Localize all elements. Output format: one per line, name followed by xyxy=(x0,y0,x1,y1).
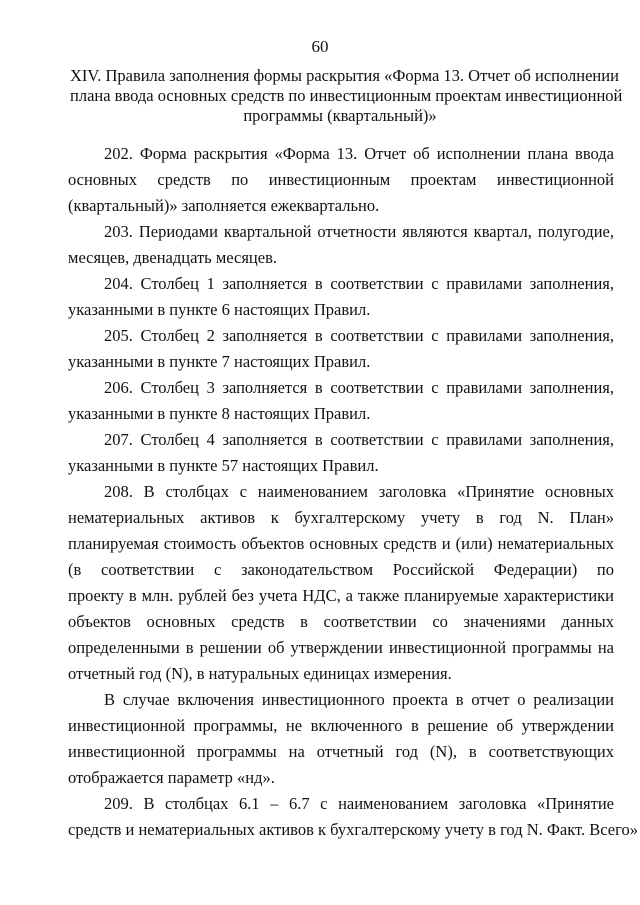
paragraph-line: (квартальный)» заполняется ежеквартально. xyxy=(68,196,380,215)
paragraph-line: 207. Столбец 4 заполняется в соответствии с правилами заполнения, xyxy=(104,430,614,449)
paragraph xyxy=(68,219,614,271)
heading-line: программы (квартальный)» xyxy=(243,106,437,125)
paragraph-line: указанными в пункте 6 настоящих Правил. xyxy=(68,300,371,319)
heading-line: плана ввода основных средств по инвестиционным проектам инвестиционной xyxy=(70,86,623,105)
paragraph-line: нематериальных активов к бухгалтерскому учету в год N. План» xyxy=(68,508,614,527)
paragraph-line: отчетный год (N), в натуральных единицах измерения. xyxy=(68,664,452,683)
paragraph-line: инвестиционной программы на отчетный год (N), в соответствующих xyxy=(68,742,614,761)
paragraph-line: месяцев, двенадцать месяцев. xyxy=(68,248,277,267)
paragraph-line: 209. В столбцах 6.1 – 6.7 с наименованием заголовка «Принятие xyxy=(104,794,614,813)
paragraph-line: В случае включения инвестиционного проекта в отчет о реализации xyxy=(104,690,614,709)
paragraph-line: указанными в пункте 8 настоящих Правил. xyxy=(68,404,371,423)
paragraph-line: инвестиционной программы, не включенного в решение об утверждении xyxy=(68,716,614,735)
paragraph-line: указанными в пункте 57 настоящих Правил. xyxy=(68,456,379,475)
paragraph-line: указанными в пункте 7 настоящих Правил. xyxy=(68,352,371,371)
paragraph-line: объектов основных средств в соответствии со значениями данных xyxy=(68,612,614,631)
paragraph-line: основных средств по инвестиционным проектам инвестиционной xyxy=(68,170,614,189)
paragraph-line: 206. Столбец 3 заполняется в соответствии с правилами заполнения, xyxy=(104,378,614,397)
paragraph-line: средств и нематериальных активов к бухгалтерскому учету в год N. Факт. Всего» xyxy=(68,820,638,839)
section-heading xyxy=(70,66,623,126)
paragraph xyxy=(68,427,614,479)
document-body xyxy=(68,141,638,843)
paragraph xyxy=(68,479,614,687)
paragraph-line: 204. Столбец 1 заполняется в соответствии с правилами заполнения, xyxy=(104,274,614,293)
paragraph xyxy=(68,791,638,843)
paragraph-line: проекту в млн. рублей без учета НДС, а также планируемые характеристики xyxy=(68,586,614,605)
paragraph-line: определенными в решении об утверждении инвестиционной программы на xyxy=(68,638,614,657)
paragraph-line: 202. Форма раскрытия «Форма 13. Отчет об исполнении плана ввода xyxy=(104,144,614,163)
paragraph xyxy=(68,375,614,427)
page-number: 60 xyxy=(311,37,329,56)
paragraph-line: планируемая стоимость объектов основных средств и (или) нематериальных xyxy=(68,534,614,553)
paragraph-line: отображается параметр «нд». xyxy=(68,768,275,787)
heading-line: XIV. Правила заполнения формы раскрытия «Форма 13. Отчет об исполнении xyxy=(70,66,619,85)
paragraph xyxy=(68,323,614,375)
paragraph-line: (в соответствии с законодательством Российской Федерации) по xyxy=(68,560,614,579)
paragraph xyxy=(68,687,614,791)
paragraph xyxy=(68,271,614,323)
paragraph-line: 208. В столбцах с наименованием заголовка «Принятие основных xyxy=(104,482,614,501)
paragraph-line: 205. Столбец 2 заполняется в соответствии с правилами заполнения, xyxy=(104,326,614,345)
paragraph xyxy=(68,141,614,219)
paragraph-line: 203. Периодами квартальной отчетности являются квартал, полугодие, xyxy=(104,222,614,241)
